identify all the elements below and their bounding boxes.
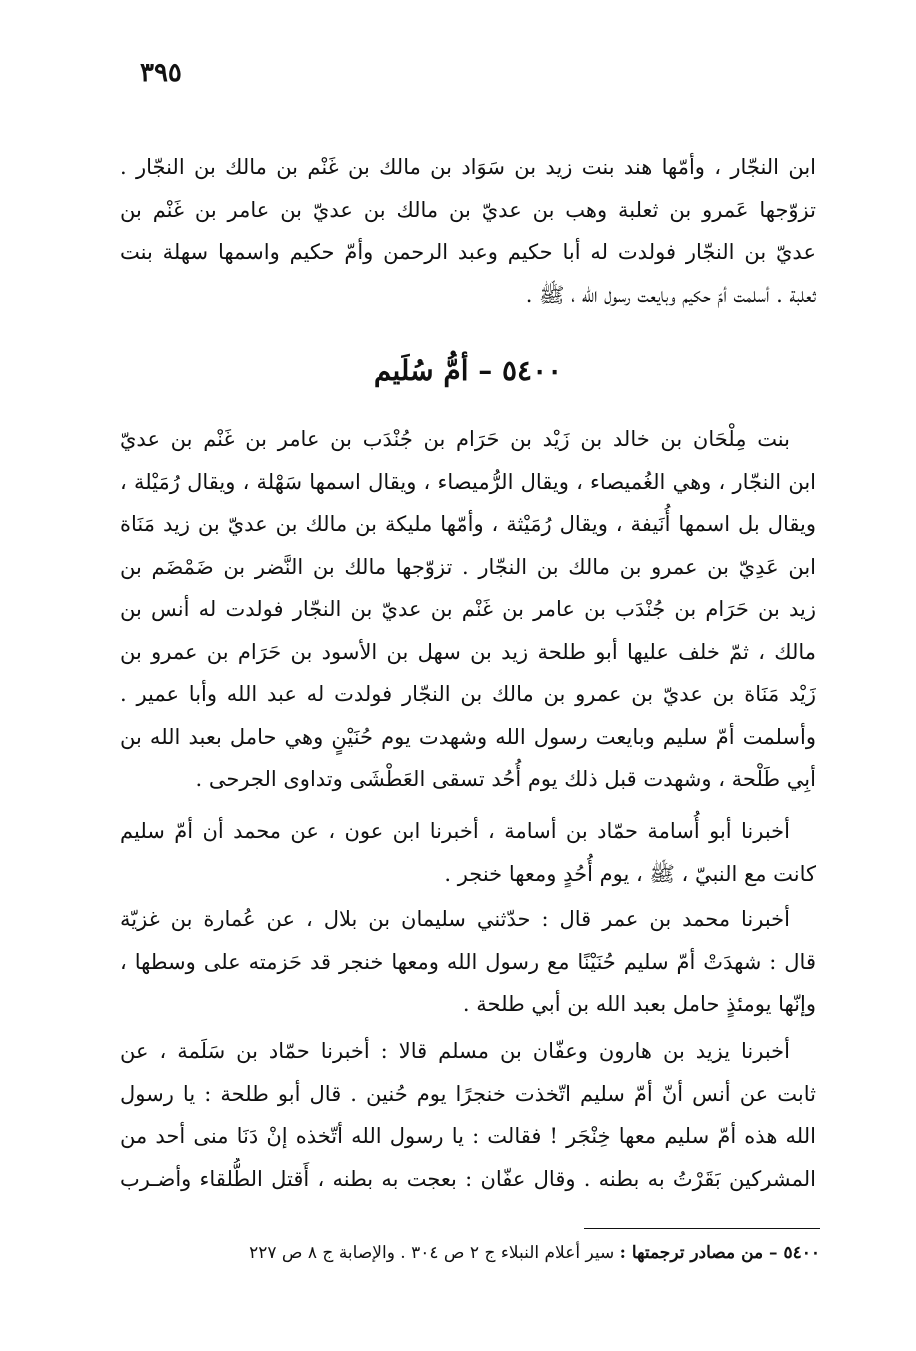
footnote <box>120 1238 820 1268</box>
text-line: ويقال بل اسمها أُنَيفة ، ويقال رُمَيْثة ، وأمّها مليكة بن مالك بن عديّ بن زيد مَنَاة <box>120 512 816 536</box>
text-line: أخبرنا أبو أُسامة حمّاد بن أسامة ، أخبرنا ابن عون ، عن محمد أن أمّ سليم <box>120 819 790 843</box>
paragraph-hind-continuation <box>120 146 816 316</box>
text-line: بنت مِلْحَان بن خالد بن زَيْد بن حَرَام بن جُنْدَب بن عامر بن غَنْم بن عديّ <box>120 427 790 451</box>
text-line: مالك ، ثمّ خلف عليها أبو طلحة زيد بن سهل بن الأسود بن حَرَام بن عمرو بن <box>120 639 816 664</box>
page-number: ٣٩٥ <box>140 58 182 88</box>
text-line: وأسلمت أمّ سليم وبايعت رسول الله وشهدت يوم حُنَيْنٍ وهي حامل بعبد الله بن <box>120 724 816 749</box>
text-line: ثابت عن أنس أنّ أمّ سليم اتّخذت خنجرًا يوم حُنين . قال أبو طلحة : يا رسول <box>120 1081 816 1106</box>
text-line: قال : شهدَتْ أمّ سليم حُنَيْنًا مع رسول الله ومعها خنجر قد حَزمته على وسطها ، <box>120 949 816 974</box>
text-line: الله هذه أمّ سليم معها خِنْجَر ! فقالت : يا رسول الله أتّخذه إنْ دَنَا منى أحد من <box>120 1124 816 1148</box>
text-line: ابن عَدِيّ بن عمرو بن مالك بن النجّار . تزوّجها مالك بن النَّضر بن ضَمْضَم بن <box>120 554 816 579</box>
footnote-text: سير أعلام النبلاء ج ٢ ص ٣٠٤ . والإصابة ج ٨ ص ٢٢٧ <box>249 1243 615 1263</box>
text-line: أخبرنا يزيد بن هارون وعفّان بن مسلم قالا : أخبرنا حمّاد بن سَلَمة ، عن <box>120 1039 790 1063</box>
text-line: أبِي طَلْحة ، وشهدت قبل ذلك يوم أُحُد تسقى العَطْشَى وتداوى الجرحى . <box>195 767 816 791</box>
text-line: أخبرنا محمد بن عمر قال : حدّثني سليمان بن بلال ، عن عُمارة بن غزيّة <box>120 907 790 931</box>
paragraph-hadith-yazid-bin-harun <box>120 1030 816 1200</box>
paragraph-hadith-abu-usama <box>120 810 816 895</box>
footnote-label: ٥٤٠٠ – من مصادر ترجمتها : <box>619 1243 820 1263</box>
text-line: ابن النجّار ، وهي الغُميصاء ، ويقال الرُّميصاء ، ويقال اسمها سَهْلة ، ويقال رُمَيْلة ، <box>120 469 816 494</box>
footnote-divider <box>584 1228 820 1229</box>
text-line: زيد بن حَرَام بن جُنْدَب بن عامر بن غَنْم بن عديّ بن النجّار فولدت له أنس بن <box>120 597 816 621</box>
text-line: زَيْد مَنَاة بن عديّ بن عمرو بن مالك بن النجّار فولدت له عبد الله وأبا عمير . <box>120 682 816 706</box>
text-line: وإنّها يومئذٍ حامل بعبد الله بن أبي طلحة . <box>462 992 816 1016</box>
paragraph-umm-sulaym-lineage <box>120 418 816 801</box>
text-line: عديّ بن النجّار فولدت له أبا حكيم وعبد الرحمن وأمّ حكيم واسمها سهلة بنت <box>120 240 816 264</box>
text-line: تزوّجها عَمرو بن ثعلبة وهب بن عديّ بن مالك بن عديّ بن عامر بن غَنْم بن <box>120 197 816 222</box>
paragraph-hadith-muhammad-bin-umar <box>120 898 816 1026</box>
entry-heading: ٥٤٠٠ – أمُّ سُلَيم <box>373 354 563 387</box>
text-line: ثعلبة . أسلمت أمّ حكيم وبايعت رسول الله ، ﷺ . <box>525 282 816 307</box>
text-line: كانت مع النبيّ ، ﷺ ، يوم أُحُدٍ ومعها خنجر . <box>444 861 816 886</box>
text-line: المشركين بَقَرْتُ به بطنه . وقال عفّان : بعجت به بطنه ، أَقتل الطُّلقاء وأضـرب <box>120 1166 816 1191</box>
text-line: ابن النجّار ، وأمّها هند بنت زيد بن سَوَاد بن مالك بن غَنْم بن مالك بن النجّار . <box>120 155 816 179</box>
